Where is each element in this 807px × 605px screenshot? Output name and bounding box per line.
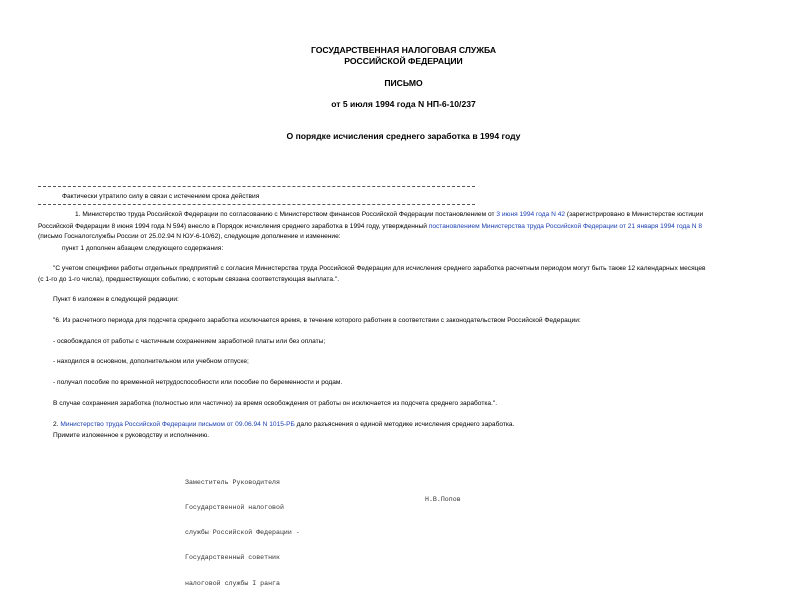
resolution-link[interactable]: 3 июня 1994 года N 42 [496, 211, 566, 218]
paragraph-1-text: 1. Министерство труда Российской Федерации по согласованию с Министерством финансов Российской Федерации постановлением от [75, 211, 497, 218]
paragraph-1-line-4: пункт 1 дополнен абзацем следующего содержания: [62, 245, 224, 252]
letter-1015-link[interactable]: Министерство труда Российской Федерации письмом от 09.06.94 N 1015-РБ [60, 421, 295, 428]
signature-line: налоговой службы I ранга [185, 579, 280, 587]
quote-1-line-2: (с 1-го до 1-го числа), предшествующих событию, с которым связана соответствующая выплата.". [38, 276, 340, 283]
issuer-line-1: ГОСУДАРСТВЕННАЯ НАЛОГОВАЯ СЛУЖБА [310, 45, 497, 55]
resolution-8-link[interactable]: постановлением Министерства труда Российской Федерации от 21 января 1994 года N 8 [428, 223, 703, 230]
signature-line: службы Российской Федерации - [185, 529, 300, 537]
issuer-line-2: РОССИЙСКОЙ ФЕДЕРАЦИИ [344, 56, 463, 66]
paragraph-1-line-3: (письмо Госналогслужбы России от 25.02.94 N ЮУ-6-10/62), следующие дополнение и изменение: [38, 233, 341, 240]
closing-line: Примите изложенное к руководству и исполнению. [53, 432, 210, 439]
separator-top [38, 186, 475, 187]
point-6-intro: Пункт 6 изложен в следующей редакции: [53, 296, 179, 303]
separator-bottom [38, 204, 475, 205]
document-date-number: от 5 июля 1994 года N НП-6-10/237 [331, 99, 476, 109]
signatory-name: Н.В.Попов [425, 495, 461, 503]
list-item: - находился в основном, дополнительном или учебном отпуске; [53, 358, 249, 365]
quote-1-line-1: "С учетом специфики работы отдельных предприятий с согласия Министерства труда Российской Федерации для исчисления среднего заработка расчетным периодом могут быть также 12 календарных месяцев [53, 265, 706, 272]
paragraph-1-text: Российской Федерации 8 июня 1994 года N 594) внесло в Порядок исчисления среднего заработка в 1994 году, утвержденный [38, 223, 429, 230]
paragraph-1-line-2 [38, 222, 702, 231]
paragraph-1-text: (зарегистрировано в Министерстве юстиции [565, 211, 704, 218]
signature-line: Государственной налоговой [185, 504, 284, 512]
signature-position [185, 462, 300, 605]
signature-line: Государственный советник [185, 554, 280, 562]
status-note: Фактически утратило силу в связи с истечением срока действия [62, 193, 260, 200]
signature-line: Заместитель Руководителя [185, 478, 280, 486]
list-item: - получал пособие по временной нетрудоспособности или пособие по беременности и родам. [53, 379, 343, 386]
document-title: О порядке исчисления среднего заработка в 1994 году [286, 131, 521, 141]
paragraph-2-number: 2. [53, 421, 61, 428]
paragraph-1-line-1 [75, 210, 703, 219]
paragraph-2-text: дало разъяснения о единой методике исчисления среднего заработка. [294, 421, 515, 428]
list-item: - освобождался от работы с частичным сохранением заработной платы или без оплаты; [53, 338, 326, 345]
point-6-text: "6. Из расчетного периода для подсчета среднего заработка исключается время, в течение которого работник в соответствии с законодательством Российской Федерации: [53, 317, 581, 324]
point-6-end: В случае сохранения заработка (полностью или частично) за время освобождения от работы он исключается из подсчета среднего заработка.". [53, 400, 498, 407]
document-type: ПИСЬМО [384, 78, 423, 88]
paragraph-2 [53, 420, 514, 429]
